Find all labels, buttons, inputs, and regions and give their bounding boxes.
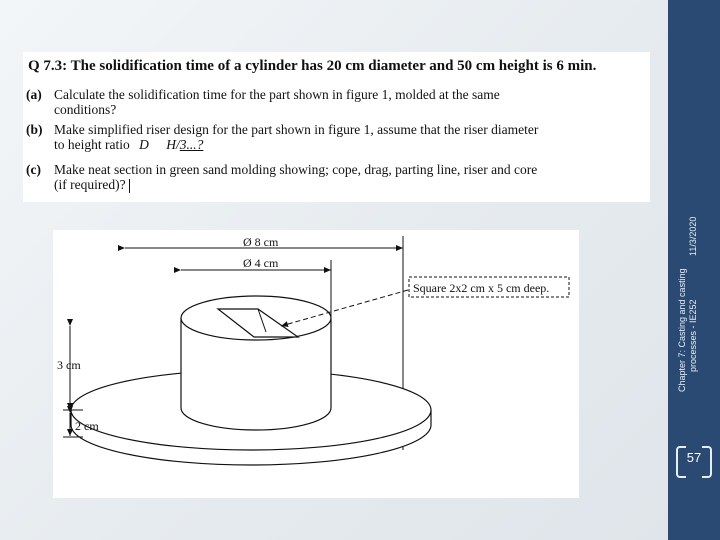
item-text-line2-content: (if required)?	[54, 177, 126, 192]
ratio-prefix: to height ratio	[54, 137, 130, 152]
item-label: (c)	[26, 162, 41, 177]
question-title: Q 7.3: The solidification time of a cylinder has 20 cm diameter and 50 cm height is 6 min.	[28, 58, 597, 74]
inner-diameter-label: Ø 4 cm	[243, 256, 279, 270]
item-text: Make neat section in green sand molding showing; cope, drag, parting line, riser and core	[54, 162, 538, 177]
item-text: Calculate the solidification time for the part shown in figure 1, molded at the same	[54, 87, 500, 102]
question-item-c	[26, 162, 641, 193]
item-label: (a)	[26, 87, 42, 102]
slide-footer-chapter	[677, 268, 699, 392]
lower-height-label: 2 cm	[75, 419, 99, 433]
chapter-line-2: processes - IE252	[688, 299, 698, 372]
part-drawing	[53, 230, 579, 498]
item-text-line2	[26, 137, 641, 152]
question-item-a	[26, 87, 641, 117]
ratio-value: 3...?	[179, 137, 204, 152]
question-item-b	[26, 122, 641, 152]
upper-height-label: 3 cm	[57, 358, 81, 372]
item-text-line2	[26, 177, 641, 193]
question-box	[23, 52, 650, 202]
outer-diameter-label: Ø 8 cm	[243, 235, 279, 249]
chapter-line-1: Chapter 7: Casting and casting	[677, 268, 687, 392]
ratio-d: D	[139, 137, 149, 152]
square-note-label: Square 2x2 cm x 5 cm deep.	[413, 281, 550, 295]
item-label: (b)	[26, 122, 43, 137]
item-text: Make simplified riser design for the part shown in figure 1, assume that the riser diameter	[54, 122, 539, 137]
page-number-badge	[668, 440, 720, 480]
figure-1-diagram	[53, 230, 579, 498]
slide-date: 11/3/2020	[688, 216, 698, 256]
ratio-h: H/	[166, 137, 180, 152]
item-text-line2: conditions?	[54, 102, 117, 117]
text-cursor	[129, 179, 130, 193]
page-number: 57	[686, 450, 702, 465]
